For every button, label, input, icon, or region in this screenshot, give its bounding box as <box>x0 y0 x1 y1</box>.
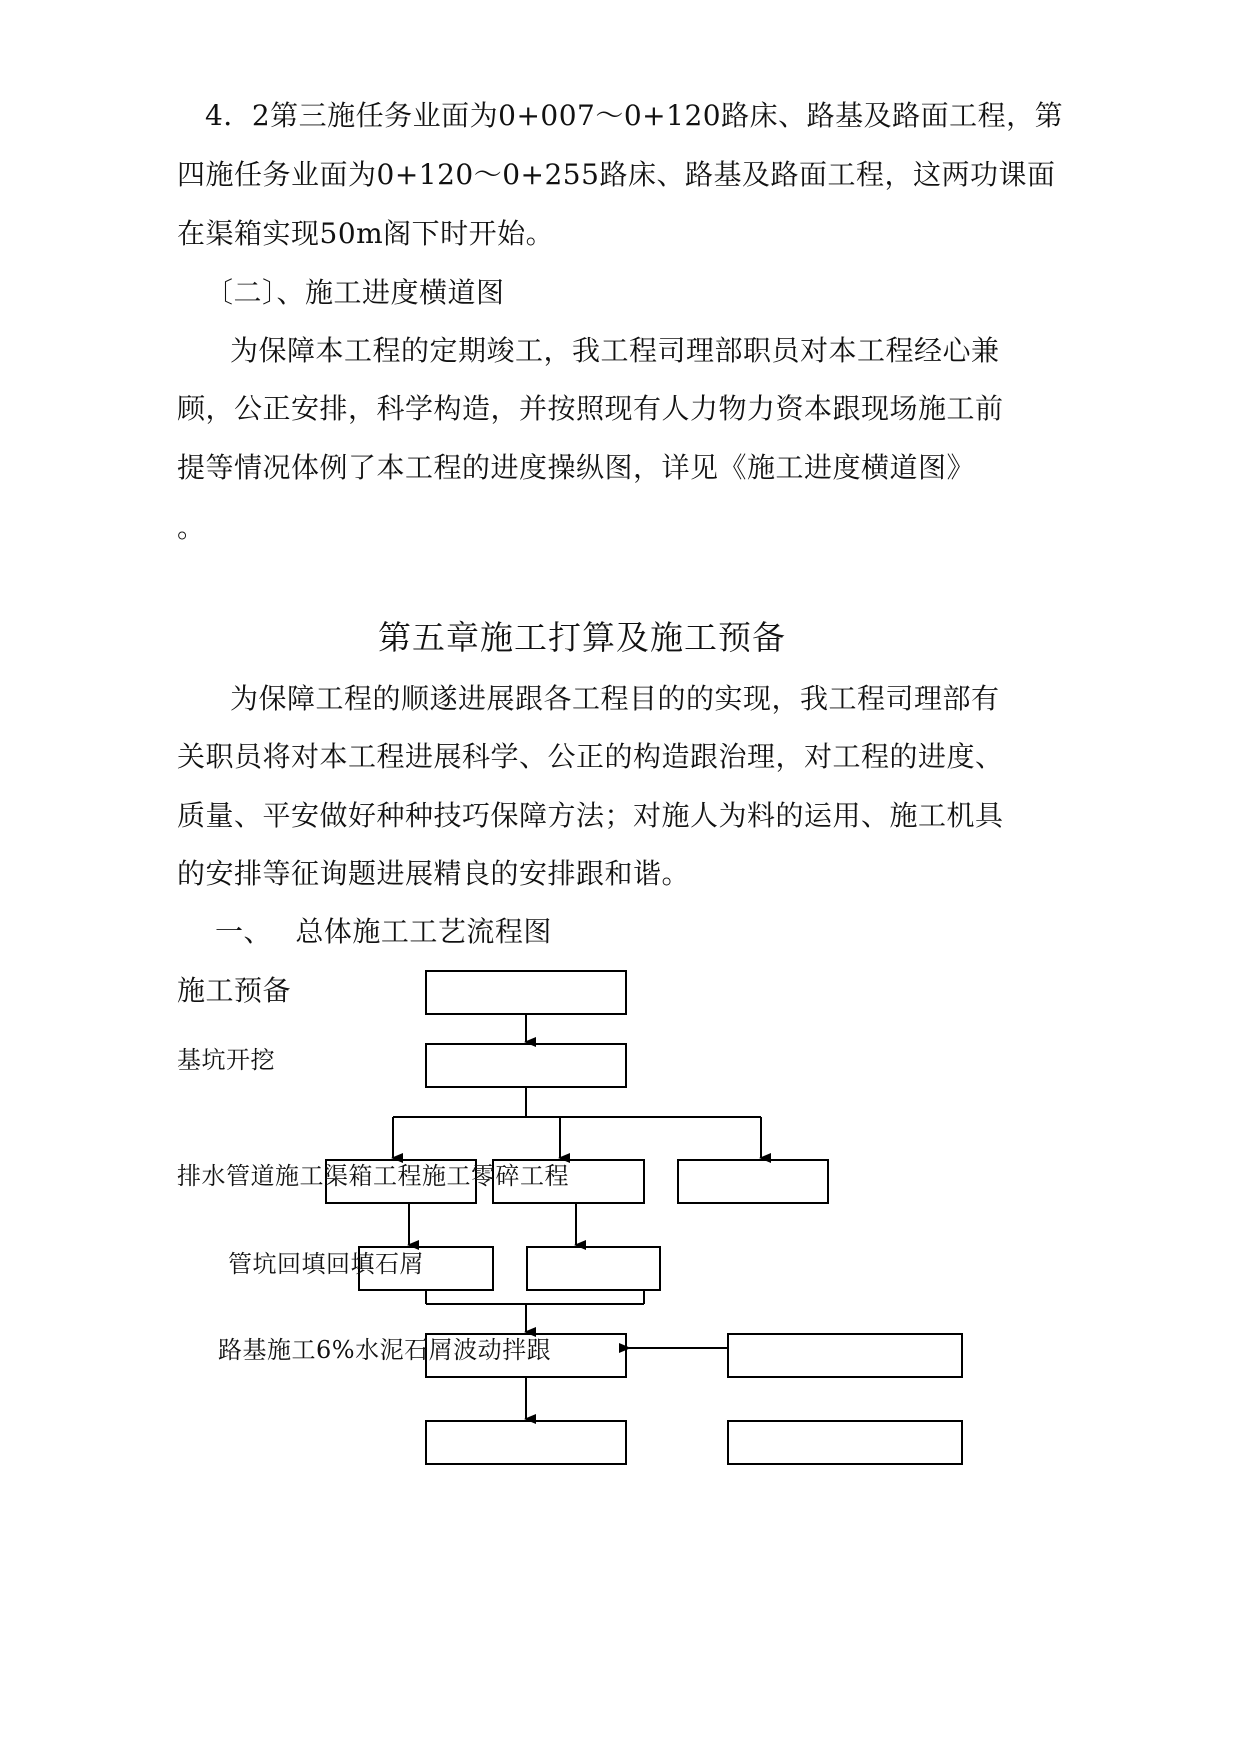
subsection-2-line-2: 顾，公正安排，科学构造，并按照现有人力物力资本跟现场施工前 <box>177 392 1004 425</box>
box-next-left <box>426 1421 626 1464</box>
subsection-2-line-3: 提等情况体例了本工程的进度操纵图，详见《施工进度横道图》 <box>177 451 976 484</box>
box-misc <box>678 1160 828 1203</box>
section-4-2-line-1: 4．2第三施任务业面为0+007～0+120路床、路基及路面工程，第 <box>205 99 1064 132</box>
subsection-2-line-4: 。 <box>177 511 206 544</box>
chapter-5-line-2: 关职员将对本工程进展科学、公正的构造跟治理，对工程的进度、 <box>177 740 1004 773</box>
section-4-2-line-2: 四施任务业面为0+120～0+255路床、路基及路面工程，这两功课面 <box>177 158 1056 191</box>
box-next-right <box>728 1421 962 1464</box>
flow-label-subgrade: 路基施工6%水泥石屑波动拌跟 <box>218 1336 552 1364</box>
section-4-2-line-3: 在渠箱实现50m阁下时开始。 <box>177 217 555 250</box>
chapter-5-line-1: 为保障工程的顺遂进展跟各工程目的的实现，我工程司理部有 <box>230 682 1000 715</box>
box-excavation <box>426 1044 626 1087</box>
flow-label-excavation: 基坑开挖 <box>177 1046 275 1074</box>
flow-label-backfill: 管坑回填回填石屑 <box>228 1250 424 1278</box>
subsection-2-title: 〔二〕、施工进度横道图 <box>205 276 505 309</box>
flow-label-branches: 排水管道施工渠箱工程施工零碎工程 <box>177 1162 569 1190</box>
flow-label-prep: 施工预备 <box>177 974 292 1007</box>
chapter-5-line-3: 质量、平安做好种种技巧保障方法；对施人为料的运用、施工机具 <box>177 799 1004 832</box>
chapter-5-line-4: 的安排等征询题进展精良的安排跟和谐。 <box>177 857 691 890</box>
box-mixing <box>728 1334 962 1377</box>
subsection-2-line-1: 为保障本工程的定期竣工，我工程司理部职员对本工程经心兼 <box>230 334 1000 367</box>
flowchart-title: 一、 总体施工工艺流程图 <box>215 915 552 948</box>
box-backfill-chips <box>527 1247 660 1290</box>
box-prep <box>426 971 626 1014</box>
chapter-5-title: 第五章施工打算及施工预备 <box>378 618 786 657</box>
